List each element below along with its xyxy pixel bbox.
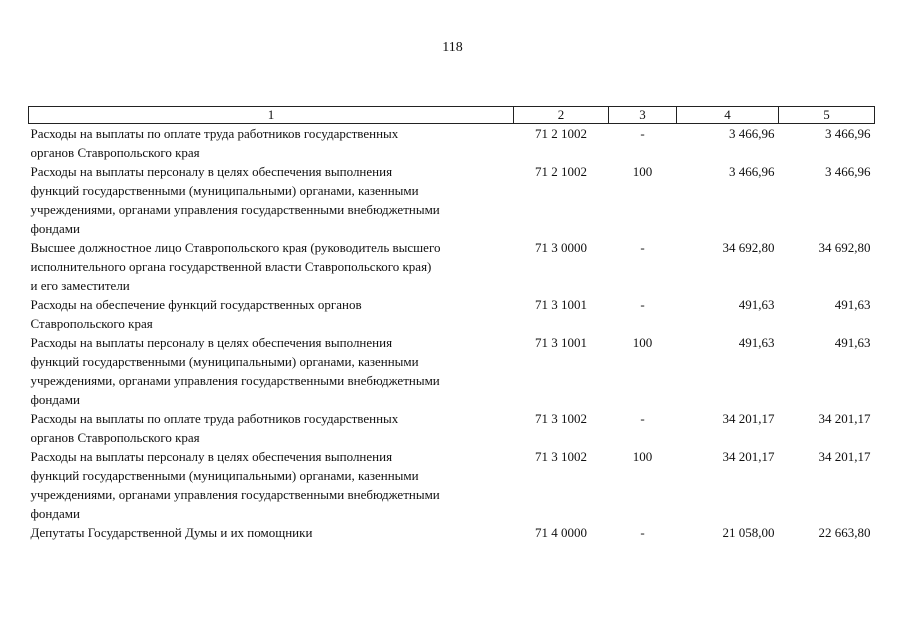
- expense-type: -: [640, 240, 645, 255]
- expense-name-line: Ставропольского края: [30, 316, 153, 331]
- table-row: [29, 409, 875, 447]
- expense-code: 71 2 1002: [535, 126, 587, 141]
- column-header-4: 4: [677, 107, 779, 124]
- amount-column-4: 21 058,00: [722, 525, 775, 540]
- expense-name-line: Расходы на выплаты по оплате труда работников государственных: [30, 411, 399, 426]
- expense-type: -: [640, 411, 645, 426]
- expense-code: 71 4 0000: [535, 525, 587, 540]
- table-body: [29, 124, 875, 543]
- amount-column-4: 3 466,96: [729, 164, 775, 179]
- expense-name-line: Расходы на выплаты персоналу в целях обеспечения выполнения: [30, 164, 393, 179]
- expense-type: -: [640, 126, 645, 141]
- expense-name: [29, 523, 514, 542]
- expense-name-line: органов Ставропольского края: [30, 145, 200, 160]
- expense-type: -: [640, 297, 645, 312]
- column-header-3: 3: [609, 107, 677, 124]
- expense-name-line: Расходы на обеспечение функций государственных органов: [30, 297, 362, 312]
- expense-name-line: учреждениями, органами управления государственными внебюджетными: [30, 487, 440, 502]
- expense-name-line: и его заместители: [30, 278, 130, 293]
- expense-name-line: Высшее должностное лицо Ставропольского края (руководитель высшего: [30, 240, 441, 255]
- expense-name: [29, 162, 514, 238]
- amount-column-5: 3 466,96: [825, 164, 871, 179]
- table-row: [29, 124, 875, 163]
- expense-name-line: учреждениями, органами управления государственными внебюджетными: [30, 373, 440, 388]
- table-row: [29, 162, 875, 238]
- expense-name: [29, 124, 514, 163]
- table-row: [29, 447, 875, 523]
- expense-name-line: исполнительного органа государственной власти Ставропольского края): [30, 259, 432, 274]
- expense-name-line: органов Ставропольского края: [30, 430, 200, 445]
- expense-name-line: функций государственными (муниципальными) органами, казенными: [30, 183, 419, 198]
- expense-name-line: фондами: [30, 506, 80, 521]
- amount-column-4: 491,63: [738, 335, 775, 350]
- table-row: [29, 333, 875, 409]
- amount-column-5: 34 692,80: [818, 240, 871, 255]
- expense-type: -: [640, 525, 645, 540]
- table-row: [29, 523, 875, 542]
- budget-table: [28, 106, 875, 542]
- expense-code: 71 3 0000: [535, 240, 587, 255]
- expense-type: 100: [632, 335, 653, 350]
- column-header-5: 5: [779, 107, 875, 124]
- expense-name-line: функций государственными (муниципальными) органами, казенными: [30, 468, 419, 483]
- expense-name-line: учреждениями, органами управления государственными внебюджетными: [30, 202, 440, 217]
- amount-column-5: 22 663,80: [818, 525, 871, 540]
- expense-code: 71 3 1002: [535, 449, 587, 464]
- expense-name-line: функций государственными (муниципальными) органами, казенными: [30, 354, 419, 369]
- column-header-2: 2: [514, 107, 609, 124]
- expense-name-line: фондами: [30, 392, 80, 407]
- page-number: 118: [442, 40, 463, 55]
- amount-column-5: 34 201,17: [818, 449, 871, 464]
- expense-code: 71 3 1001: [535, 297, 587, 312]
- expense-name-line: Расходы на выплаты по оплате труда работников государственных: [30, 126, 399, 141]
- expense-name-line: фондами: [30, 221, 80, 236]
- expense-name-line: Расходы на выплаты персоналу в целях обеспечения выполнения: [30, 449, 393, 464]
- expense-type: 100: [632, 449, 653, 464]
- amount-column-4: 34 201,17: [722, 411, 775, 426]
- amount-column-5: 3 466,96: [825, 126, 871, 141]
- expense-code: 71 3 1001: [535, 335, 587, 350]
- amount-column-4: 491,63: [738, 297, 775, 312]
- amount-column-4: 34 201,17: [722, 449, 775, 464]
- expense-name: [29, 447, 514, 523]
- amount-column-4: 34 692,80: [722, 240, 775, 255]
- column-header-1: 1: [29, 107, 514, 124]
- table-row: [29, 295, 875, 333]
- amount-column-5: 34 201,17: [818, 411, 871, 426]
- table-header-row: [29, 107, 875, 124]
- expense-name-line: Расходы на выплаты персоналу в целях обеспечения выполнения: [30, 335, 393, 350]
- expense-code: 71 2 1002: [535, 164, 587, 179]
- expense-name: [29, 238, 514, 295]
- expense-type: 100: [632, 164, 653, 179]
- table-row: [29, 238, 875, 295]
- amount-column-5: 491,63: [834, 297, 871, 312]
- expense-name: [29, 333, 514, 409]
- expense-name: [29, 295, 514, 333]
- expense-code: 71 3 1002: [535, 411, 587, 426]
- amount-column-4: 3 466,96: [729, 126, 775, 141]
- expense-name-line: Депутаты Государственной Думы и их помощники: [30, 525, 313, 540]
- expense-name: [29, 409, 514, 447]
- amount-column-5: 491,63: [834, 335, 871, 350]
